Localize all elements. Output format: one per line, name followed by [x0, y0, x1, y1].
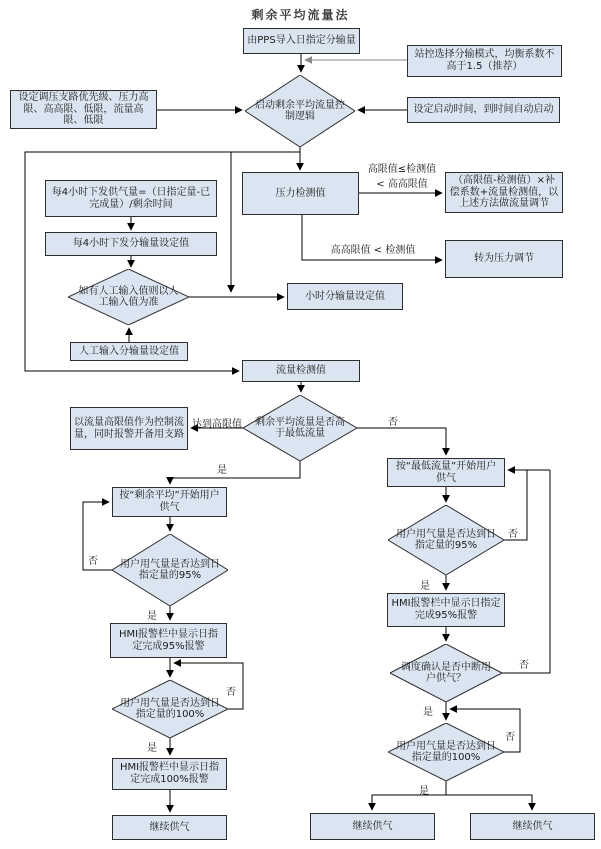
decision-dispatch-confirm-label: 调度确认是否中断用户供气？	[401, 661, 491, 684]
node-set-limits-note	[10, 90, 157, 129]
edge-label-yes: 是	[217, 465, 227, 476]
node-set-limits-label: 设定调压支路优先级、压力高限、高高限、低限，流量高限、低限	[18, 91, 149, 127]
node-start-remaining	[112, 487, 227, 517]
decision-dispatch-confirm	[390, 644, 502, 702]
decision-left-95	[112, 534, 228, 606]
edge-label-reach-high: 达到高限值	[192, 419, 242, 430]
node-right-continue-label: 继续供气	[512, 820, 553, 832]
node-station-mode-note	[407, 45, 562, 77]
node-flow-high-ctrl	[70, 407, 188, 450]
node-pps-import	[243, 28, 360, 54]
node-flow-high-ctrl-label: 以流量高限值作为控制流量，同时报警开备用支路	[74, 416, 184, 440]
edge-label-yes: 是	[420, 581, 430, 592]
edge-label-yes: 是	[147, 743, 157, 754]
decision-left-95-label: 用户用气量是否达到日指定量的95%	[120, 558, 220, 581]
decision-left-100-label: 用户用气量是否达到日指定量的100%	[120, 697, 220, 720]
node-compensate	[445, 172, 563, 213]
node-flow-check-label: 流量检测值	[276, 365, 326, 377]
edge-label-yes: 是	[423, 707, 433, 718]
node-flow-check	[242, 360, 360, 382]
edge-label-high-high-lt: 高高限值 < 检测值	[330, 245, 416, 256]
node-pressure-check-label: 压力检测值	[275, 187, 326, 199]
node-start-min-label: 按“最低流量”开始用户供气	[395, 460, 497, 484]
node-pressure-check	[242, 172, 359, 215]
decision-manual-check	[68, 269, 189, 325]
edge-label-no: 否	[88, 556, 98, 567]
node-left-hmi100	[112, 758, 227, 790]
node-start-time-note	[407, 97, 560, 123]
edge-label-yes: 是	[419, 786, 429, 797]
node-left-continue-label: 继续供气	[149, 821, 190, 833]
decision-remaining-vs-min	[243, 395, 357, 461]
edge-label-no: 否	[508, 529, 518, 540]
node-start-min	[387, 458, 505, 487]
node-manual-input	[70, 342, 188, 361]
edge-label-high-le	[356, 160, 448, 190]
node-left-continue	[112, 815, 227, 840]
edge-label-high-le-line1: 高限值≤检测值	[367, 164, 437, 175]
edge-label-yes: 是	[147, 611, 157, 622]
node-to-pressure-reg-label: 转为压力调节	[474, 253, 534, 265]
node-left-hmi100-label: HMI报警栏中显示日指定完成100%报警	[119, 762, 220, 785]
decision-right-100	[388, 723, 504, 781]
node-station-mode-label: 站控选择分输模式，均衡系数不高于1.5（推荐）	[414, 49, 555, 72]
node-pps-import-label: 由PPS导入日指定分输量	[247, 35, 356, 47]
node-mid-continue-label: 继续供气	[352, 820, 393, 832]
node-setpoint-4h-label: 每4小时下发分输量设定值	[72, 238, 190, 250]
decision-right-95-label: 用户用气量是否达到日指定量的95%	[396, 528, 496, 551]
decision-start-logic-label: 启动剩余平均流量控制逻辑	[255, 99, 345, 122]
diagram-title: 剩余平均流量法	[251, 8, 350, 22]
node-right-hmi95-label: HMI报警栏中显示日指定完成95%报警	[391, 598, 501, 621]
edge-label-no: 否	[519, 660, 529, 671]
decision-right-95	[388, 505, 504, 575]
node-manual-input-label: 人工输入分输量设定值	[79, 345, 179, 357]
node-setpoint-4h	[45, 232, 217, 256]
decision-right-100-label: 用户用气量是否达到日指定量的100%	[396, 740, 496, 763]
node-right-hmi95	[387, 593, 505, 627]
node-right-continue	[470, 813, 595, 840]
edge-label-no: 否	[505, 732, 515, 743]
edge-label-no: 否	[388, 417, 398, 428]
decision-remaining-vs-min-label: 剩余平均流量是否高于最低流量	[255, 416, 345, 439]
node-start-time-label: 设定启动时间，到时间自动启动	[413, 104, 554, 116]
node-supply-4h	[45, 180, 217, 217]
node-to-pressure-reg	[445, 240, 563, 278]
decision-manual-check-label: 如有人工输入值则以人工输入值为准	[78, 285, 179, 308]
edge-label-no: 否	[226, 687, 236, 698]
node-left-hmi95	[110, 623, 227, 658]
decision-start-logic	[245, 75, 355, 147]
node-left-hmi95-label: HMI报警栏中显示日指定完成95%报警	[118, 628, 219, 652]
decision-left-100	[112, 680, 228, 738]
edge-label-high-le-line2: < 高高限值	[376, 179, 428, 190]
node-hour-setpoint-label: 小时分输量设定值	[305, 290, 385, 302]
node-start-remaining-label: 按“剩余平均”开始用户供气	[119, 490, 220, 513]
node-supply-4h-label: 每4小时下发供气量=（日指定量-已完成量）/剩余时间	[51, 186, 211, 210]
node-hour-setpoint	[287, 283, 403, 310]
node-mid-continue	[310, 813, 435, 840]
node-compensate-label: （高限值-检测值）×补偿系数+流量检测值，以上述方法做流量调节	[449, 174, 559, 210]
